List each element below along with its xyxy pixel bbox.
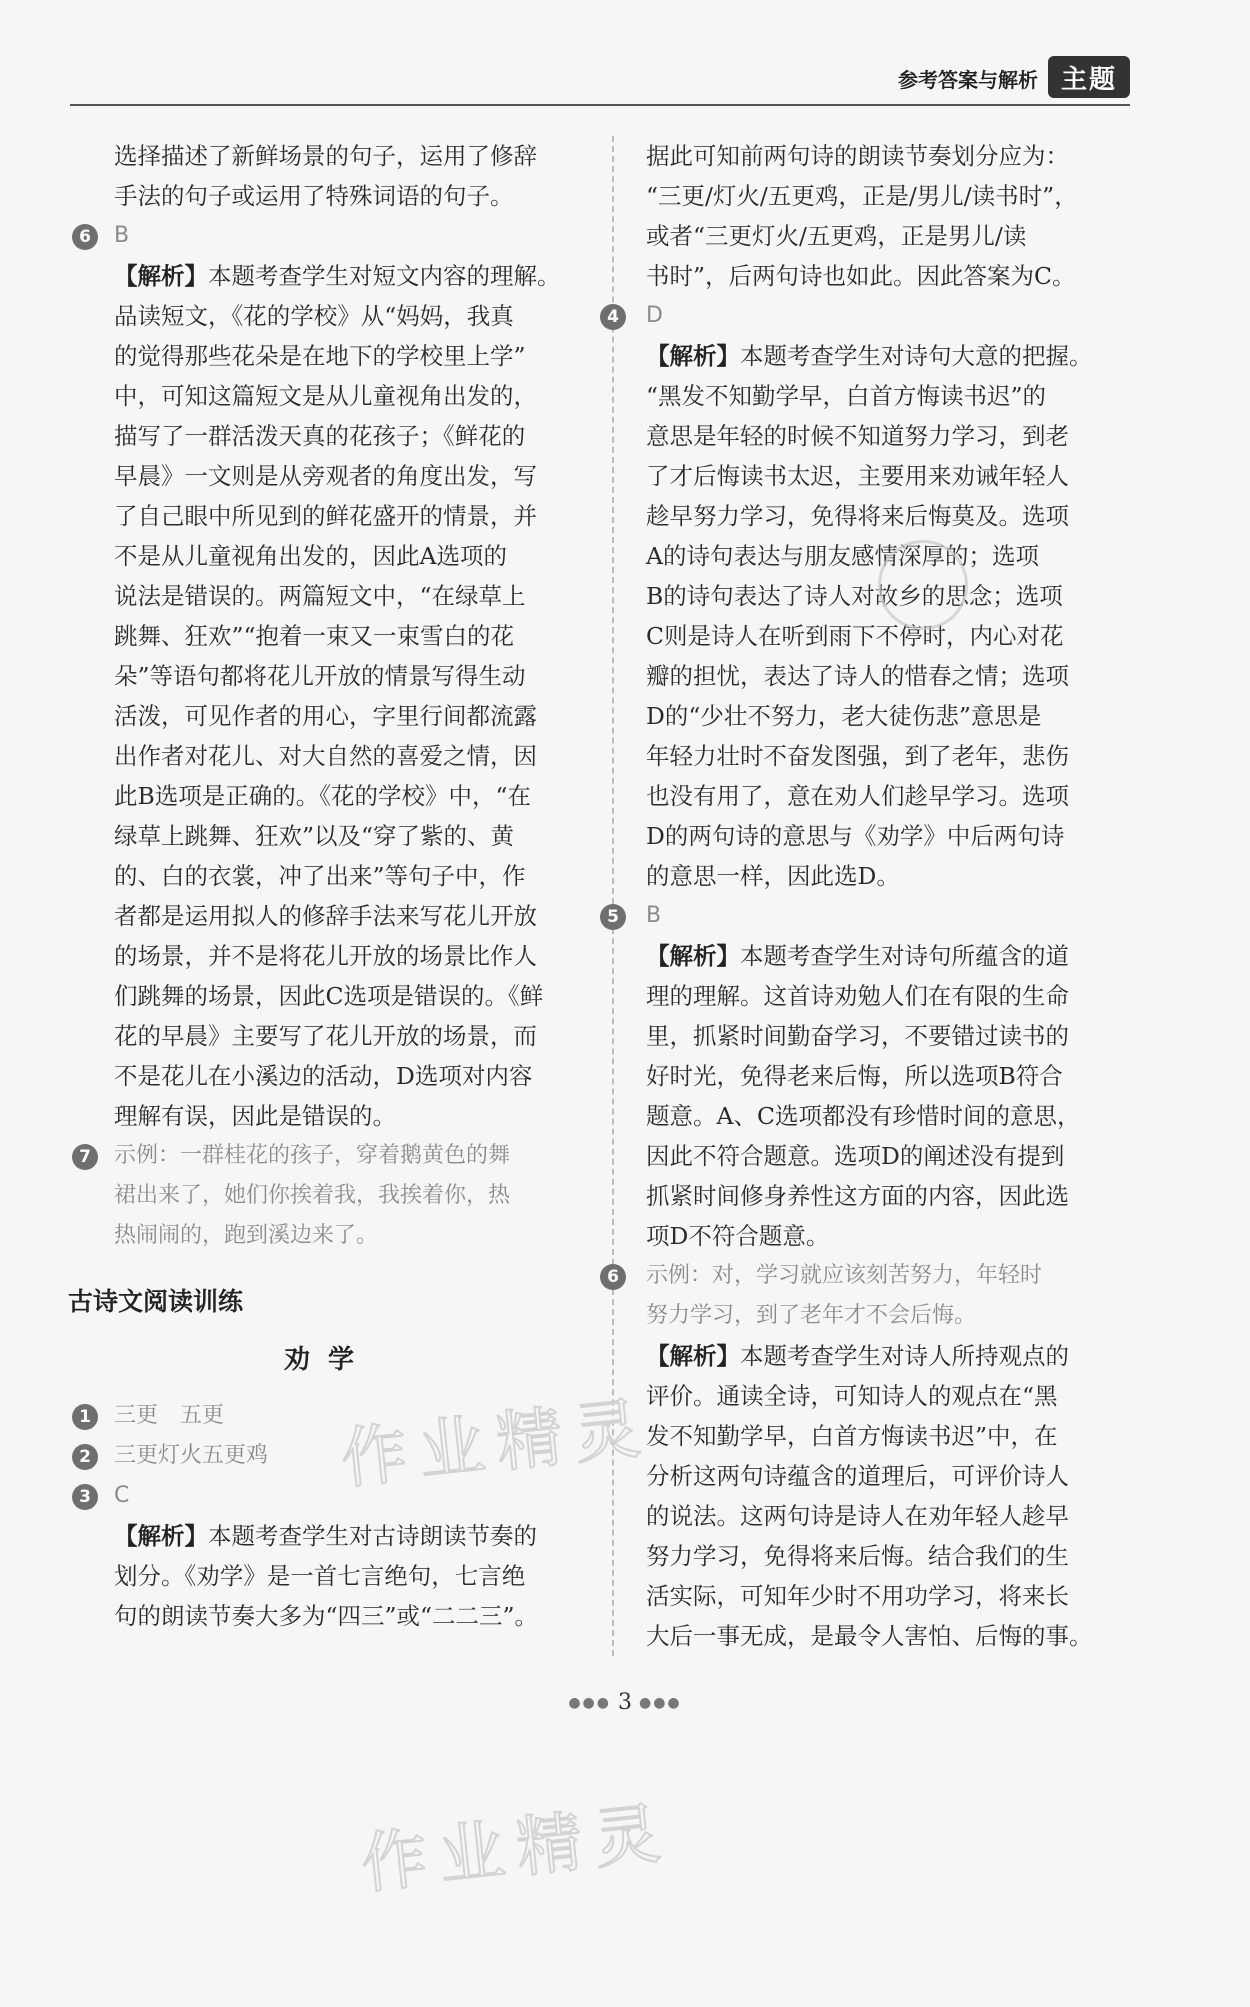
right-column bbox=[607, 136, 1136, 1656]
answer-text: B bbox=[114, 223, 130, 248]
text-line: 不是花儿在小溪边的活动，D选项对内容 bbox=[114, 1062, 533, 1090]
watermark-text: 作业精灵 bbox=[337, 1388, 656, 1499]
question-number-badge: 3 bbox=[72, 1484, 98, 1510]
header-title: 参考答案与解析 bbox=[898, 68, 1038, 92]
text-line: 品读短文，《花的学校》从“妈妈，我真 bbox=[114, 302, 514, 330]
dots-icon: ●●● bbox=[568, 1695, 611, 1711]
text-line: 或者“三更灯火/五更鸡，正是男儿/读 bbox=[646, 222, 1027, 250]
question-6-poem bbox=[607, 1256, 1136, 1656]
text-line: B的诗句表达了诗人对故乡的思念；选项 bbox=[646, 582, 1063, 610]
answer-text: 三更灯火五更鸡 bbox=[114, 1443, 269, 1468]
answer-text: 三更 五更 bbox=[114, 1403, 225, 1428]
text-line: 理的理解。这首诗劝勉人们在有限的生命 bbox=[646, 982, 1069, 1010]
answer-text: C bbox=[114, 1483, 130, 1508]
question-3 bbox=[68, 1476, 588, 1636]
analysis bbox=[114, 1516, 588, 1636]
text-line: 努力学习，到了老年才不会后悔。 bbox=[646, 1303, 977, 1328]
dots-icon: ●●● bbox=[639, 1695, 682, 1711]
answer-text bbox=[114, 1136, 588, 1256]
answer-text bbox=[646, 1256, 1136, 1336]
text-line: D的“少壮不努力，老大徒伤悲”意思是 bbox=[646, 702, 1042, 730]
text-line: 出作者对花儿、对大自然的喜爱之情，因 bbox=[114, 742, 537, 770]
page-footer bbox=[0, 1690, 1250, 1715]
text-line: 的意思一样，因此选D。 bbox=[646, 862, 900, 890]
text-line: 了自己眼中所见到的鲜花盛开的情景，并 bbox=[114, 502, 537, 530]
text-line: 了才后悔读书太迟，主要用来劝诫年轻人 bbox=[646, 462, 1069, 490]
text-line: 的场景，并不是将花儿开放的场景比作人 bbox=[114, 942, 537, 970]
text-line: 书时”，后两句诗也如此。因此答案为C。 bbox=[646, 262, 1076, 290]
question-number-badge: 1 bbox=[72, 1404, 98, 1430]
text-line: 本题考查学生对诗句所蕴含的道 bbox=[740, 942, 1069, 970]
analysis bbox=[114, 256, 588, 1136]
analysis-tag: 【解析】 bbox=[114, 262, 208, 290]
question-5 bbox=[607, 896, 1136, 1256]
text-line: 朵”等语句都将花儿开放的情景写得生动 bbox=[114, 662, 526, 690]
text-line: C则是诗人在听到雨下不停时，内心对花 bbox=[646, 622, 1064, 650]
poem-title: 劝学 bbox=[283, 1345, 372, 1375]
text-line: A的诗句表达与朋友感情深厚的；选项 bbox=[646, 542, 1039, 570]
text-line: 活泼，可见作者的用心，字里行间都流露 bbox=[114, 702, 537, 730]
question-6 bbox=[68, 216, 588, 1136]
text-line: 本题考查学生对古诗朗读节奏的 bbox=[208, 1522, 537, 1550]
section-title: 古诗文阅读训练 bbox=[68, 1287, 244, 1316]
question-number-badge: 6 bbox=[72, 224, 98, 250]
question-number-badge: 6 bbox=[600, 1264, 626, 1290]
text-line: 的说法。这两句诗是诗人在劝年轻人趁早 bbox=[646, 1502, 1069, 1530]
analysis bbox=[646, 1336, 1136, 1656]
text-line: “黑发不知勤学早，白首方悔读书迟”的 bbox=[646, 382, 1047, 410]
text-line: 趁早努力学习，免得将来后悔莫及。选项 bbox=[646, 502, 1069, 530]
analysis bbox=[646, 936, 1136, 1256]
text-line: 描写了一群活泼天真的花孩子；《鲜花的 bbox=[114, 422, 526, 450]
text-line: 活实际，可知年少时不用功学习，将来长 bbox=[646, 1582, 1069, 1610]
text-line: D的两句诗的意思与《劝学》中后两句诗 bbox=[646, 822, 1065, 850]
question-number-badge: 4 bbox=[600, 304, 626, 330]
text-line: 花的早晨》主要写了花儿开放的场景，而 bbox=[114, 1022, 537, 1050]
text-line: 本题考查学生对诗人所持观点的 bbox=[740, 1342, 1069, 1370]
text-line: 句的朗读节奏大多为“四三”或“二二三”。 bbox=[114, 1602, 539, 1630]
text-line: 划分。《劝学》是一首七言绝句，七言绝 bbox=[114, 1562, 526, 1590]
question-number-badge: 7 bbox=[72, 1144, 98, 1170]
text-line: 者都是运用拟人的修辞手法来写花儿开放 bbox=[114, 902, 537, 930]
text-line: 里，抓紧时间勤奋学习，不要错过读书的 bbox=[646, 1022, 1069, 1050]
question-number-badge: 2 bbox=[72, 1444, 98, 1470]
text-line: 裙出来了，她们你挨着我，我挨着你，热 bbox=[114, 1183, 511, 1208]
analysis-tag: 【解析】 bbox=[114, 1522, 208, 1550]
continued-text bbox=[68, 136, 588, 216]
text-line: 示例：对，学习就应该刻苦努力，年轻时 bbox=[646, 1263, 1043, 1288]
text-line: 瓣的担忧，表达了诗人的惜春之情；选项 bbox=[646, 662, 1069, 690]
text-line: 热闹闹的，跑到溪边来了。 bbox=[114, 1223, 379, 1248]
text-line: 手法的句子或运用了特殊词语的句子。 bbox=[114, 182, 514, 210]
text-line: 本题考查学生对短文内容的理解。 bbox=[208, 262, 561, 290]
text-line: 说法是错误的。两篇短文中，“在绿草上 bbox=[114, 582, 526, 610]
text-line: 绿草上跳舞、狂欢”以及“穿了紫的、黄 bbox=[114, 822, 515, 850]
watermark-seal-icon bbox=[878, 540, 968, 630]
text-line: 示例：一群桂花的孩子，穿着鹅黄色的舞 bbox=[114, 1143, 511, 1168]
text-line: 的、白的衣裳，冲了出来”等句子中，作 bbox=[114, 862, 526, 890]
text-line: 理解有误，因此是错误的。 bbox=[114, 1102, 396, 1130]
text-line: 抓紧时间修身养性这方面的内容，因此选 bbox=[646, 1182, 1069, 1210]
text-line: 因此不符合题意。选项D的阐述没有提到 bbox=[646, 1142, 1065, 1170]
answer-text: D bbox=[646, 303, 663, 328]
watermark-text: 作业精灵 bbox=[357, 1793, 676, 1904]
question-number-badge: 5 bbox=[600, 904, 626, 930]
text-line: 分析这两句诗蕴含的道理后，可评价诗人 bbox=[646, 1462, 1069, 1490]
topic-badge: 主题 bbox=[1048, 56, 1130, 98]
page-number: 3 bbox=[618, 1690, 632, 1715]
text-line: 年轻力壮时不奋发图强，到了老年，悲伤 bbox=[646, 742, 1069, 770]
text-line: 项D不符合题意。 bbox=[646, 1222, 830, 1250]
text-line: 大后一事无成，是最令人害怕、后悔的事。 bbox=[646, 1622, 1093, 1650]
continued-text bbox=[646, 136, 1136, 296]
analysis-tag: 【解析】 bbox=[646, 1342, 740, 1370]
text-line: 跳舞、狂欢”“抱着一束又一束雪白的花 bbox=[114, 622, 515, 650]
text-line: 选择描述了新鲜场景的句子，运用了修辞 bbox=[114, 142, 537, 170]
analysis-tag: 【解析】 bbox=[646, 342, 740, 370]
text-line: 努力学习，免得将来后悔。结合我们的生 bbox=[646, 1542, 1069, 1570]
text-line: 不是从儿童视角出发的，因此A选项的 bbox=[114, 542, 507, 570]
text-line: 评价。通读全诗，可知诗人的观点在“黑 bbox=[646, 1382, 1058, 1410]
text-line: 好时光，免得老来后悔，所以选项B符合 bbox=[646, 1062, 1063, 1090]
text-line: 题意。A、C选项都没有珍惜时间的意思， bbox=[646, 1102, 1081, 1130]
page-header bbox=[70, 52, 1130, 106]
analysis-tag: 【解析】 bbox=[646, 942, 740, 970]
text-line: 此B选项是正确的。《花的学校》中，“在 bbox=[114, 782, 532, 810]
text-line: 们跳舞的场景，因此C选项是错误的。《鲜 bbox=[114, 982, 544, 1010]
text-line: 也没有用了，意在劝人们趁早学习。选项 bbox=[646, 782, 1069, 810]
text-line: 的觉得那些花朵是在地下的学校里上学” bbox=[114, 342, 526, 370]
question-7 bbox=[68, 1136, 588, 1256]
text-line: 本题考查学生对诗句大意的把握。 bbox=[740, 342, 1093, 370]
text-line: 早晨》一文则是从旁观者的角度出发，写 bbox=[114, 462, 537, 490]
text-line: 发不知勤学早，白首方悔读书迟”中，在 bbox=[646, 1422, 1058, 1450]
text-line: “三更/灯火/五更鸡，正是/男儿/读书时”， bbox=[646, 182, 1078, 210]
text-line: 中，可知这篇短文是从儿童视角出发的， bbox=[114, 382, 537, 410]
answer-text: B bbox=[646, 903, 662, 928]
text-line: 据此可知前两句诗的朗读节奏划分应为： bbox=[646, 142, 1069, 170]
text-line: 意思是年轻的时候不知道努力学习，到老 bbox=[646, 422, 1069, 450]
